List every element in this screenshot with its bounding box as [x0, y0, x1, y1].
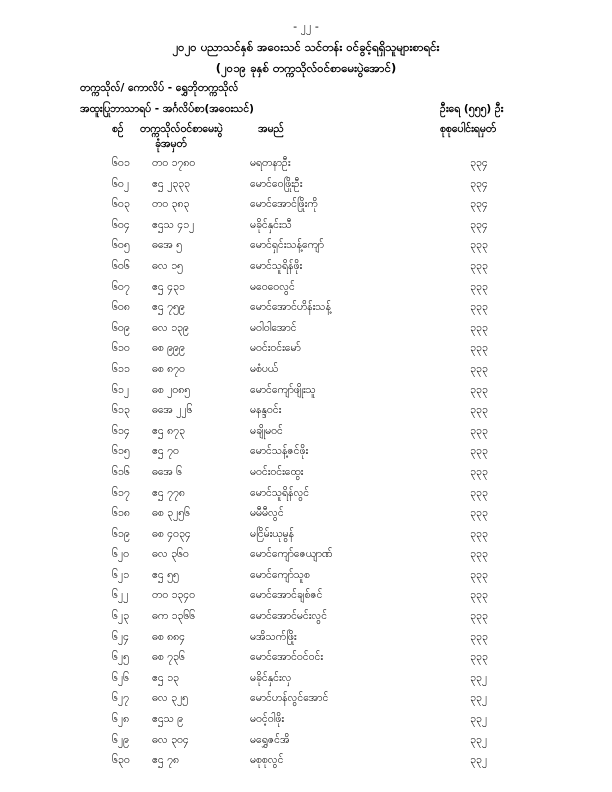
total-mark-cell: ၃၃၄	[470, 218, 488, 231]
name-cell: မဝင်းဝင်းထွေး	[250, 465, 304, 478]
table-row	[0, 363, 612, 384]
serial-cell: ၆၁၇	[112, 486, 130, 499]
name-cell: မနန္ဒဝင်း	[250, 404, 282, 417]
serial-cell: ၆၂၅	[112, 651, 129, 664]
page-number: - ၂၂ -	[293, 20, 319, 33]
serial-cell: ၆၁၃	[112, 404, 130, 417]
major-label: အထူးပြုဘာသာရပ် - အင်္ဂလိပ်စာ(အဝေးသင်)	[80, 103, 254, 115]
name-cell: မစုစုလွင်	[250, 754, 284, 767]
name-cell: မောင်ကျော်သူစ	[250, 568, 310, 581]
serial-cell: ၆၁၅	[112, 445, 130, 458]
total-mark-cell: ၃၃၃	[470, 486, 488, 499]
serial-cell: ၆၂၂	[112, 589, 129, 602]
table-row	[0, 157, 612, 178]
column-header-exam-number-line2: ခုံအမှတ်	[155, 138, 187, 150]
serial-cell: ၆၀၈	[112, 301, 130, 314]
table-row	[0, 754, 612, 775]
table-row	[0, 734, 612, 755]
name-cell: မောင်ဟန်လွင်အောင်	[250, 692, 329, 705]
total-mark-cell: ၃၃၃	[470, 259, 488, 272]
total-mark-cell: ၃၃၃	[470, 465, 488, 478]
total-mark-cell: ၃၃၃	[470, 383, 488, 396]
table-row	[0, 569, 612, 590]
exam-number-cell: ဓလ ၃၀၄	[152, 733, 189, 746]
total-mark-cell: ၃၃၂	[470, 733, 487, 746]
total-mark-cell: ၃၃၃	[470, 404, 488, 417]
serial-cell: ၆၂၄	[112, 630, 129, 643]
name-cell: မရတနာဦး	[250, 157, 291, 169]
name-cell: မဝင့်ဝါဖိုး	[250, 713, 285, 726]
serial-cell: ၆၂၀	[112, 548, 129, 561]
exam-number-cell: ဓစ ၇၃၆	[152, 651, 185, 664]
name-cell: မောင်သူရိန်ဖိုး	[250, 259, 303, 272]
name-cell: မောင်ဝေဖြိုးဦး	[250, 177, 303, 190]
total-mark-cell: ၃၃၂	[470, 671, 487, 684]
exam-number-cell: ဓက ၁၃၆၆	[152, 610, 196, 623]
total-mark-cell: ၃၃၃	[470, 568, 488, 581]
total-mark-cell: ၃၃၃	[470, 424, 488, 437]
column-header-name: အမည်	[258, 123, 284, 135]
name-cell: မောင်အောင်မင်းလွင်	[250, 610, 328, 623]
serial-cell: ၆၂၉	[112, 733, 129, 746]
exam-number-cell: ဓအေ ၂၂၆	[152, 404, 193, 417]
total-mark-cell: ၃၃၃	[470, 548, 488, 561]
exam-number-cell: ဧဌ ၄၃၁	[152, 280, 185, 293]
serial-cell: ၆၀၇	[112, 280, 130, 293]
table-row	[0, 672, 612, 693]
exam-number-cell: ဓလ ၁၅	[152, 259, 183, 272]
table-row	[0, 487, 612, 508]
table-row	[0, 219, 612, 240]
total-mark-cell: ၃၃၃	[470, 342, 488, 355]
serial-cell: ၆၁၀	[112, 342, 130, 355]
table-row	[0, 651, 612, 672]
total-mark-cell: ၃၃၃	[470, 651, 488, 664]
exam-number-cell: တဝ ၃၈၃	[152, 198, 190, 211]
serial-cell: ၆၁၉	[112, 527, 130, 540]
name-cell: မဝင်းဝင်းမော်	[250, 342, 301, 355]
total-mark-cell: ၃၃၂	[470, 692, 487, 705]
table-row	[0, 631, 612, 652]
results-table	[0, 157, 612, 775]
total-mark-cell: ၃၃၃	[470, 301, 488, 314]
table-row	[0, 445, 612, 466]
name-cell: မောင်အောင်ဟိန်းသန့်	[250, 301, 331, 314]
total-mark-cell: ၃၃၄	[470, 157, 488, 169]
column-header-total-mark: စုစုပေါင်းရမှတ်	[440, 123, 497, 135]
total-mark-cell: ၃၃၄	[470, 198, 488, 211]
total-mark-cell: ၃၃၃	[470, 610, 488, 623]
name-cell: မချိုမဝင်	[250, 424, 283, 437]
table-row	[0, 301, 612, 322]
name-cell: မောင်အောင်ဝင်ဝင်း	[250, 651, 324, 664]
table-row	[0, 239, 612, 260]
exam-number-cell: တဝ ၁၇၈၀	[152, 157, 196, 169]
total-mark-cell: ၃၃၃	[470, 630, 488, 643]
serial-cell: ၆၀၅	[112, 239, 130, 252]
serial-cell: ၆၀၂	[112, 177, 129, 190]
name-cell: မခိုင်နှင်းလှ	[250, 671, 292, 684]
table-row	[0, 322, 612, 343]
table-row	[0, 692, 612, 713]
name-cell: မောင်သူရိန်လွင်	[250, 486, 310, 499]
exam-number-cell: တဝ ၁၃၄၀	[152, 589, 196, 602]
serial-cell: ၆၁၄	[112, 424, 130, 437]
serial-cell: ၆၀၄	[112, 218, 130, 231]
serial-cell: ၆၂၃	[112, 610, 129, 623]
total-mark-cell: ၃၃၃	[470, 527, 488, 540]
serial-cell: ၆၀၉	[112, 321, 130, 334]
serial-cell: ၆၁၂	[112, 383, 129, 396]
exam-number-cell: ဓစ ၈၇၀	[152, 362, 185, 375]
total-mark-cell: ၃၃၃	[470, 280, 488, 293]
total-mark-cell: ၃၃၃	[470, 589, 488, 602]
total-mark-cell: ၃၃၄	[470, 177, 488, 190]
table-row	[0, 713, 612, 734]
exam-number-cell: ဓအေ ၆	[152, 465, 183, 478]
serial-cell: ၆၀၆	[112, 259, 130, 272]
exam-number-cell: ဓလ ၃၂၅	[152, 692, 189, 705]
name-cell: မောင်အောင်ဖြိုးကို	[250, 198, 318, 211]
table-row	[0, 528, 612, 549]
university-label: တက္ကသိုလ်/ ကောလိပ် - ရွှေဘိုတက္ကသိုလ်	[80, 82, 239, 94]
serial-cell: ၆၀၃	[112, 198, 130, 211]
exam-number-cell: ဧဌသ ၄၁၂	[152, 218, 195, 231]
table-row	[0, 425, 612, 446]
table-row	[0, 260, 612, 281]
exam-number-cell: ဧဌသ ၉	[152, 713, 184, 726]
table-row	[0, 342, 612, 363]
serial-cell: ၆၂၇	[112, 692, 129, 705]
name-cell: မောင်ကျော်ဖျိုးသူ	[250, 383, 316, 396]
exam-number-cell: ဧဌ ၂၃၃၃	[152, 177, 190, 190]
exam-number-cell: ဓစ ၈၈၄	[152, 630, 186, 643]
exam-number-cell: ဓအေ ၅	[152, 239, 183, 252]
exam-number-cell: ဓစ ၃၂၅၆	[152, 507, 191, 520]
name-cell: မောင်ကျော်ဇေယျာဏ်	[250, 548, 333, 561]
table-row	[0, 404, 612, 425]
total-mark-cell: ၃၃၂	[470, 754, 487, 767]
column-header-exam-number: တက္ကသိုလ်ဝင်စာမေးပွဲ	[140, 123, 223, 135]
name-cell: မရွှေဇင်အိ	[250, 733, 290, 746]
table-row	[0, 281, 612, 302]
exam-number-cell: ဧဌ ၈၇၃	[152, 424, 185, 437]
serial-cell: ၆၂၈	[112, 713, 130, 726]
name-cell: မောင်သန့်ဇင်ဖိုး	[250, 445, 309, 458]
table-row	[0, 466, 612, 487]
name-cell: မငြိမ်းယုမွန်	[250, 527, 294, 540]
table-row	[0, 589, 612, 610]
exam-number-cell: ဓစ ၂၀၈၅	[152, 383, 191, 396]
exam-number-cell: ဧဌ ၇၈	[152, 754, 179, 767]
total-mark-cell: ၃၃၃	[470, 321, 488, 334]
name-cell: မခိုင်နှင်းသီ	[250, 218, 292, 231]
total-mark-cell: ၃၃၃	[470, 445, 488, 458]
exam-number-cell: ဧဌ ၅၅	[152, 568, 179, 581]
serial-cell: ၆၂၆	[112, 671, 129, 684]
exam-number-cell: ဓလ ၃၆၀	[152, 548, 189, 561]
total-mark-cell: ၃၃၃	[470, 362, 488, 375]
exam-number-cell: ဧဌ ၇၇၈	[152, 486, 185, 499]
serial-cell: ၆၀၁	[112, 157, 130, 169]
serial-cell: ၆၂၁	[112, 568, 129, 581]
serial-cell: ၆၁၁	[112, 362, 130, 375]
column-header-serial: စဉ်	[112, 123, 124, 135]
document-subtitle: (၂၀၁၉ ခုနှစ် တက္ကသိုလ်ဝင်စာမေးပွဲအောင်)	[215, 61, 397, 75]
student-count-label: ဦးရေ (၅၅၅) ဦး	[440, 103, 504, 115]
table-row	[0, 610, 612, 631]
table-row	[0, 178, 612, 199]
total-mark-cell: ၃၃၃	[470, 507, 488, 520]
name-cell: မဝေဝေလွင်	[250, 280, 295, 293]
table-row	[0, 384, 612, 405]
name-cell: မစံပယ်	[250, 362, 279, 375]
exam-number-cell: ဓစ ၉၉၉	[152, 342, 185, 355]
exam-number-cell: ဧဌ ၁၃	[152, 671, 179, 684]
serial-cell: ၆၁၈	[112, 507, 130, 520]
serial-cell: ၆၁၆	[112, 465, 130, 478]
exam-number-cell: ဧဌ ၇၀	[152, 445, 179, 458]
name-cell: မမီမီလွင်	[250, 507, 284, 520]
name-cell: မဝါဝါအောင်	[250, 321, 297, 334]
serial-cell: ၆၃၀	[112, 754, 130, 767]
name-cell: မောင်ရှင်းသန့်ကျော်	[250, 239, 324, 252]
exam-number-cell: ဧဌ ၇၅၉	[152, 301, 185, 314]
table-row	[0, 548, 612, 569]
table-row	[0, 507, 612, 528]
total-mark-cell: ၃၃၃	[470, 239, 488, 252]
name-cell: မအိသက်ဖြိုး	[250, 630, 297, 643]
exam-number-cell: ဓလ ၁၃၉	[152, 321, 189, 334]
name-cell: မောင်အောင်ချစ်ဇင်	[250, 589, 323, 602]
document-title: ၂၀၂၀ ပညာသင်နှစ် အဝေးသင် သင်တန်း ဝင်ခွင့်ရရှိသူများစာရင်း	[172, 40, 440, 54]
total-mark-cell: ၃၃၂	[470, 713, 487, 726]
table-row	[0, 198, 612, 219]
exam-number-cell: ဓစ ၄၀၃၄	[152, 527, 191, 540]
